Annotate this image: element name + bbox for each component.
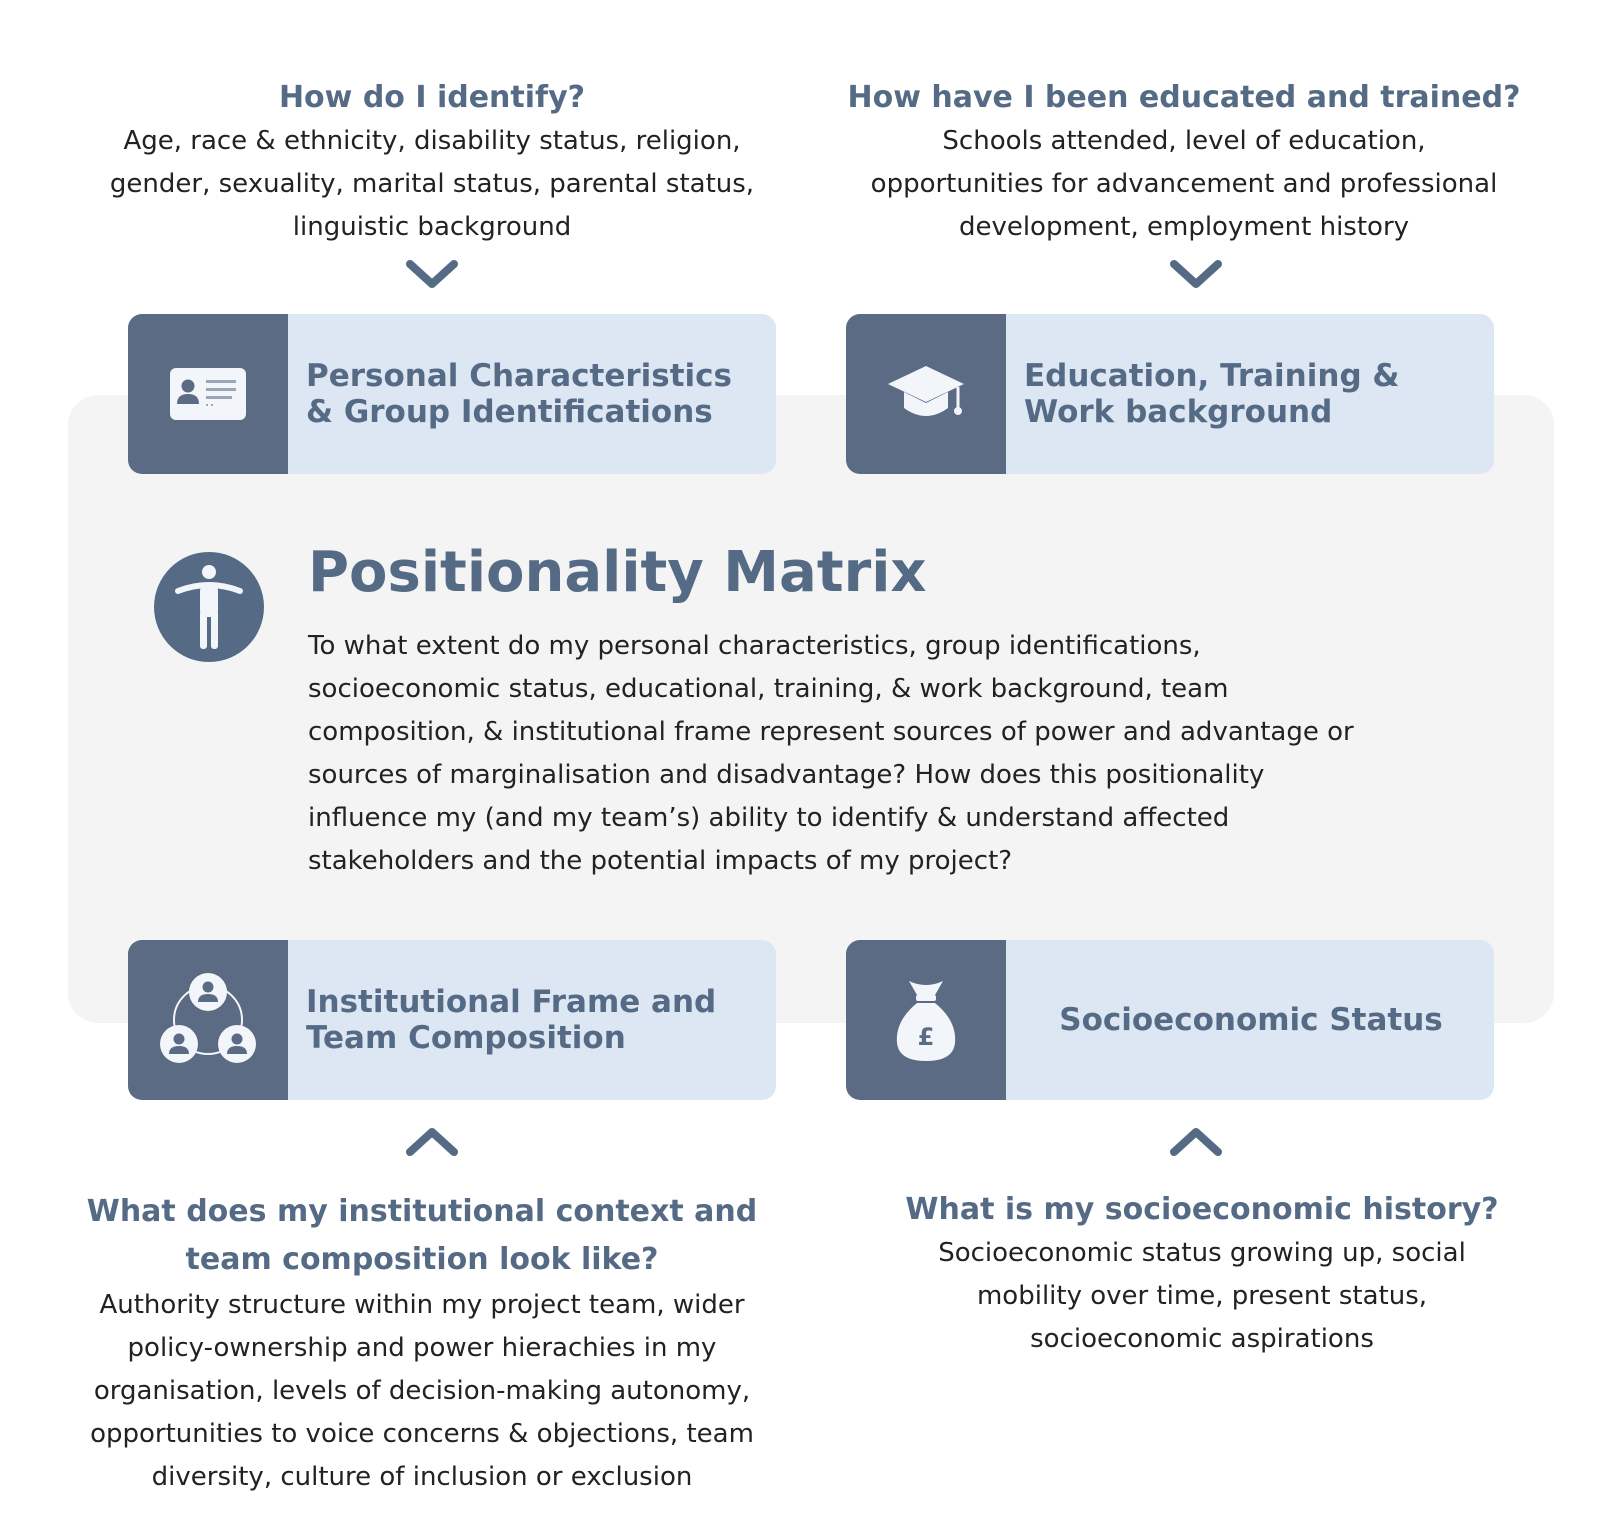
matrix-title: Positionality Matrix (308, 540, 927, 605)
card-personal-label: Personal Characteristics & Group Identifications (306, 358, 732, 430)
question-identify-body: Age, race & ethnicity, disability status, religion, gender, sexuality, marital status, parental status, linguistic background (109, 126, 755, 242)
chevron-down-icon (406, 260, 458, 290)
card-socioeconomic-icon-box (846, 940, 1006, 1100)
graduation-cap-icon (884, 362, 968, 426)
card-institutional-frame (128, 940, 776, 1100)
card-personal-characteristics (128, 314, 776, 474)
team-network-icon (158, 972, 258, 1068)
person-icon (174, 563, 244, 651)
card-education-background (846, 314, 1494, 474)
question-institutional (72, 1188, 772, 1499)
card-personal-icon-box (128, 314, 288, 474)
card-institutional-icon-box (128, 940, 288, 1100)
card-socioeconomic-label: Socioeconomic Status (1059, 1002, 1443, 1038)
question-education-body: Schools attended, level of education, opportunities for advancement and professional development, employment history (870, 126, 1498, 242)
card-personal-label-box (288, 314, 776, 474)
chevron-up-icon (406, 1126, 458, 1156)
card-education-label: Education, Training & Work background (1024, 358, 1400, 430)
question-education (838, 76, 1530, 249)
question-institutional-title: What does my institutional context and team composition look like? (86, 1194, 758, 1277)
question-identify-title: How do I identify? (278, 80, 586, 115)
card-education-label-box (1006, 314, 1494, 474)
question-institutional-body: Authority structure within my project team, wider policy-ownership and power hierachies in my organisation, levels of decision-making autonomy, opportunities to voice concerns & objections, team diversity, culture of inclusion or exclusion (90, 1290, 754, 1492)
chevron-up-icon (1170, 1126, 1222, 1156)
chevron-down-icon (1170, 260, 1222, 290)
card-education-icon-box (846, 314, 1006, 474)
card-socioeconomic-status (846, 940, 1494, 1100)
question-socioeconomic (880, 1188, 1524, 1361)
question-socioeconomic-body: Socioeconomic status growing up, social mobility over time, present status, socioeconomic aspirations (938, 1238, 1466, 1354)
card-institutional-label-box (288, 940, 776, 1100)
money-bag-icon (891, 977, 961, 1063)
pound-sign: £ (917, 1023, 935, 1051)
card-institutional-label: Institutional Frame and Team Composition (306, 984, 717, 1056)
card-socioeconomic-label-box (1006, 940, 1494, 1100)
id-card-icon (168, 366, 248, 422)
question-socioeconomic-title: What is my socioeconomic history? (905, 1192, 1499, 1227)
question-education-title: How have I been educated and trained? (847, 80, 1521, 115)
question-identify (92, 76, 772, 249)
matrix-question: To what extent do my personal characteristics, group identifications, socioeconomic status, educational, training, & work background, team composition, & institutional frame represent sources of power and advantage or sources of marginalisation and disadvantage? How does this positionality influence my (and my team’s) ability to identify & understand affected stakeholders and the potential impacts of my project? (308, 631, 1354, 876)
person-circle (154, 552, 264, 662)
